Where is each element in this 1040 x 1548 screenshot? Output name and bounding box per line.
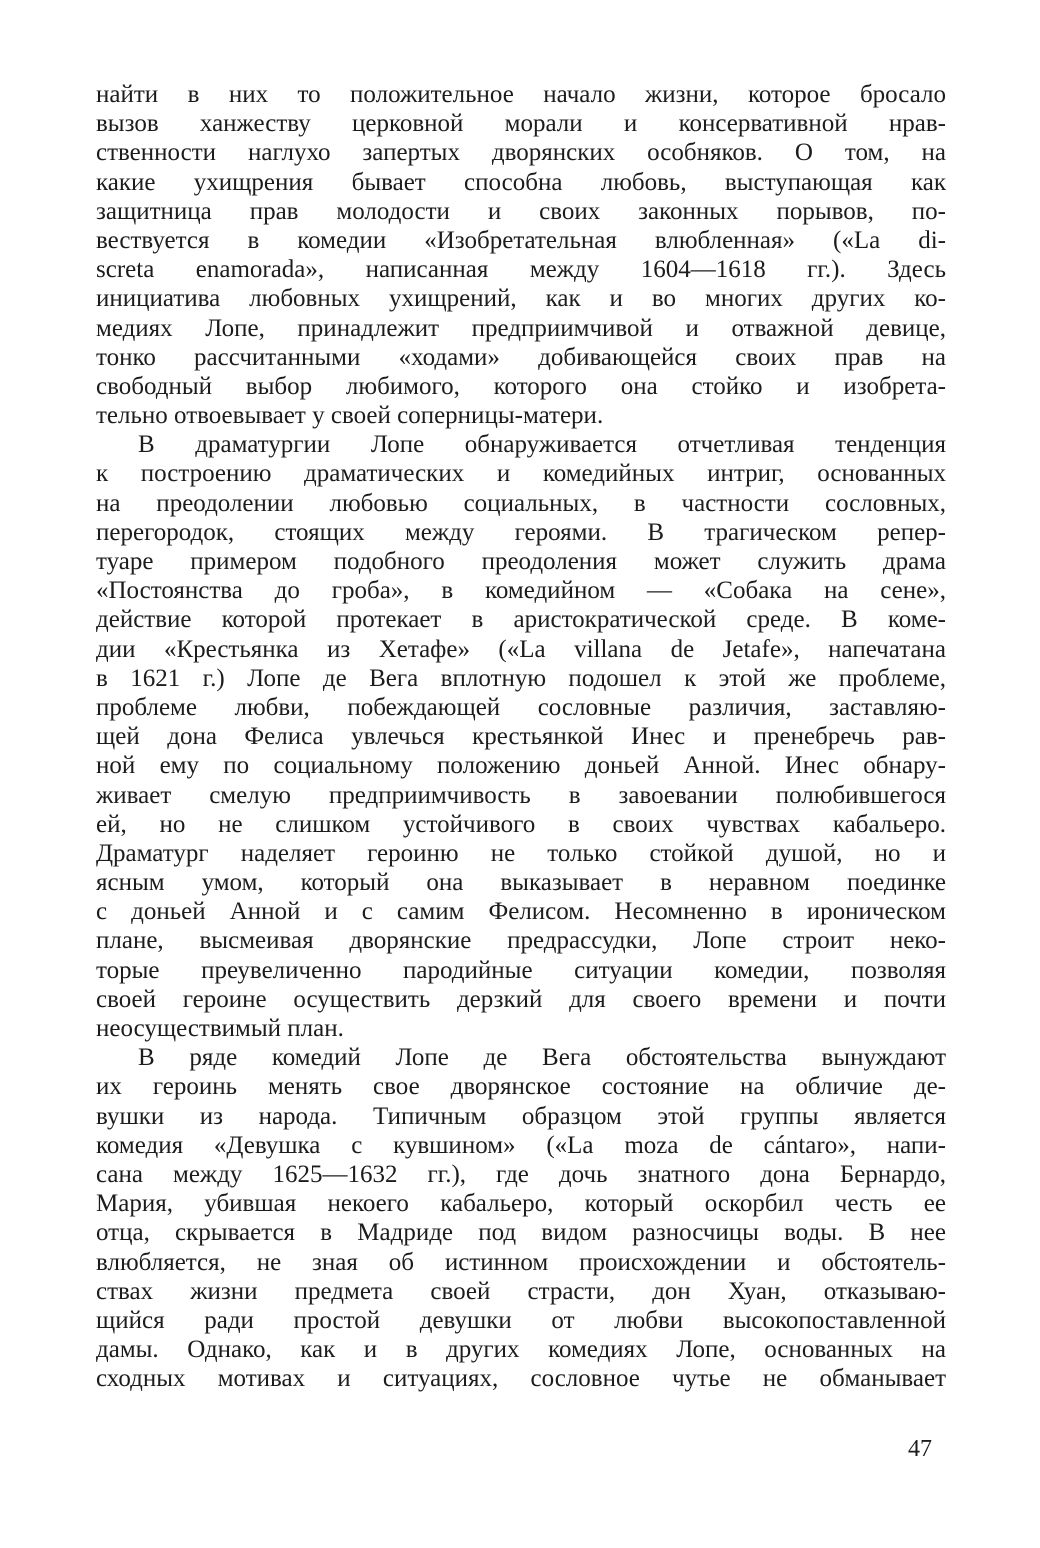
body-text <box>96 80 946 1393</box>
text-line: вествуется в комедии «Изобретательная влюбленная» («La di- <box>96 226 946 254</box>
text-line: в 1621 г.) Лопе де Вега вплотную подошел к этой же проблеме, <box>96 664 946 692</box>
page-number: 47 <box>908 1436 932 1462</box>
text-line: с доньей Анной и с самим Фелисом. Несомненно в ироническом <box>96 898 946 926</box>
text-line: на преодолении любовью социальных, в частности сословных, <box>96 489 946 517</box>
text-line: тельно отвоевывает у своей соперницы-матери. <box>96 402 604 430</box>
paragraph-3 <box>96 1043 946 1393</box>
text-line: тонко рассчитанными «ходами» добивающейся своих прав на <box>96 343 946 371</box>
text-line: защитница прав молодости и своих законных порывов, по- <box>96 197 946 225</box>
text-line: их героинь менять свое дворянское состояние на обличие де- <box>96 1073 946 1101</box>
text-line: ственности наглухо запертых дворянских особняков. О том, на <box>96 139 946 167</box>
text-line: свободный выбор любимого, которого она стойко и изобрета- <box>96 372 946 400</box>
text-line: проблеме любви, побеждающей сословные различия, заставляю- <box>96 693 946 721</box>
text-line: вушки из народа. Типичным образцом этой группы является <box>96 1102 946 1130</box>
text-line: ей, но не слишком устойчивого в своих чувствах кабальеро. <box>96 810 946 838</box>
paragraph-1 <box>96 80 946 430</box>
text-line: туаре примером подобного преодоления может служить драма <box>96 548 946 575</box>
text-line: щей дона Фелиса увлечься крестьянкой Инес и пренебречь рав- <box>96 723 946 751</box>
text-line: отца, скрывается в Мадриде под видом разносчицы воды. В нее <box>96 1219 946 1247</box>
text-line: инициатива любовных ухищрений, как и во многих других ко- <box>96 285 946 313</box>
text-line: «Постоянства до гроба», в комедийном — «Собака на сене», <box>96 577 946 605</box>
text-line: В драматургии Лопе обнаруживается отчетливая тенденция <box>138 431 946 459</box>
text-line: щийся ради простой девушки от любви высокопоставленной <box>96 1306 946 1334</box>
text-line: живает смелую предприимчивость в завоевании полюбившегося <box>96 781 946 809</box>
text-line: Драматург наделяет героиню не только стойкой душой, но и <box>96 839 946 867</box>
text-line: В ряде комедий Лопе де Вега обстоятельства вынуждают <box>138 1044 946 1072</box>
text-line: неосуществимый план. <box>96 1015 344 1042</box>
text-line: плане, высмеивая дворянские предрассудки, Лопе строит неко- <box>96 927 946 955</box>
text-line: комедия «Девушка с кувшином» («La moza de cántaro», напи- <box>96 1131 946 1159</box>
text-line: медиях Лопе, принадлежит предприимчивой и отважной девице, <box>96 314 946 342</box>
text-line: найти в них то положительное начало жизни, которое бросало <box>96 81 946 108</box>
text-line: ствах жизни предмета своей страсти, дон Хуан, отказываю- <box>96 1277 946 1305</box>
paragraph-2 <box>96 430 946 1043</box>
text-line: к построению драматических и комедийных интриг, основанных <box>96 460 946 488</box>
text-line: своей героине осуществить дерзкий для своего времени и почти <box>96 985 946 1013</box>
text-line: торые преувеличенно пародийные ситуации комедии, позволяя <box>96 956 946 984</box>
text-line: влюбляется, не зная об истинном происхождении и обстоятель- <box>96 1248 946 1276</box>
text-line: screta enamorada», написанная между 1604—1618 гг.). Здесь <box>96 256 946 284</box>
text-line: перегородок, стоящих между героями. В трагическом репер- <box>96 518 946 546</box>
text-line: действие которой протекает в аристократической среде. В коме- <box>96 606 946 634</box>
text-line: сана между 1625—1632 гг.), где дочь знатного дона Бернардо, <box>96 1160 946 1188</box>
text-line: дамы. Однако, как и в других комедиях Лопе, основанных на <box>96 1336 946 1364</box>
text-line: ной ему по социальному положению доньей Анной. Инес обнару- <box>96 752 946 780</box>
text-line: ясным умом, который она выказывает в неравном поединке <box>96 869 946 897</box>
text-line: какие ухищрения бывает способна любовь, выступающая как <box>96 168 946 196</box>
text-line: Мария, убившая некоего кабальеро, который оскорбил честь ее <box>96 1190 946 1218</box>
text-line: вызов ханжеству церковной морали и консервативной нрав- <box>96 110 946 138</box>
text-line: дии «Крестьянка из Хетафе» («La villana de Jetafe», напечатана <box>96 635 946 663</box>
text-line: сходных мотивах и ситуациях, сословное чутье не обманывает <box>96 1365 946 1393</box>
